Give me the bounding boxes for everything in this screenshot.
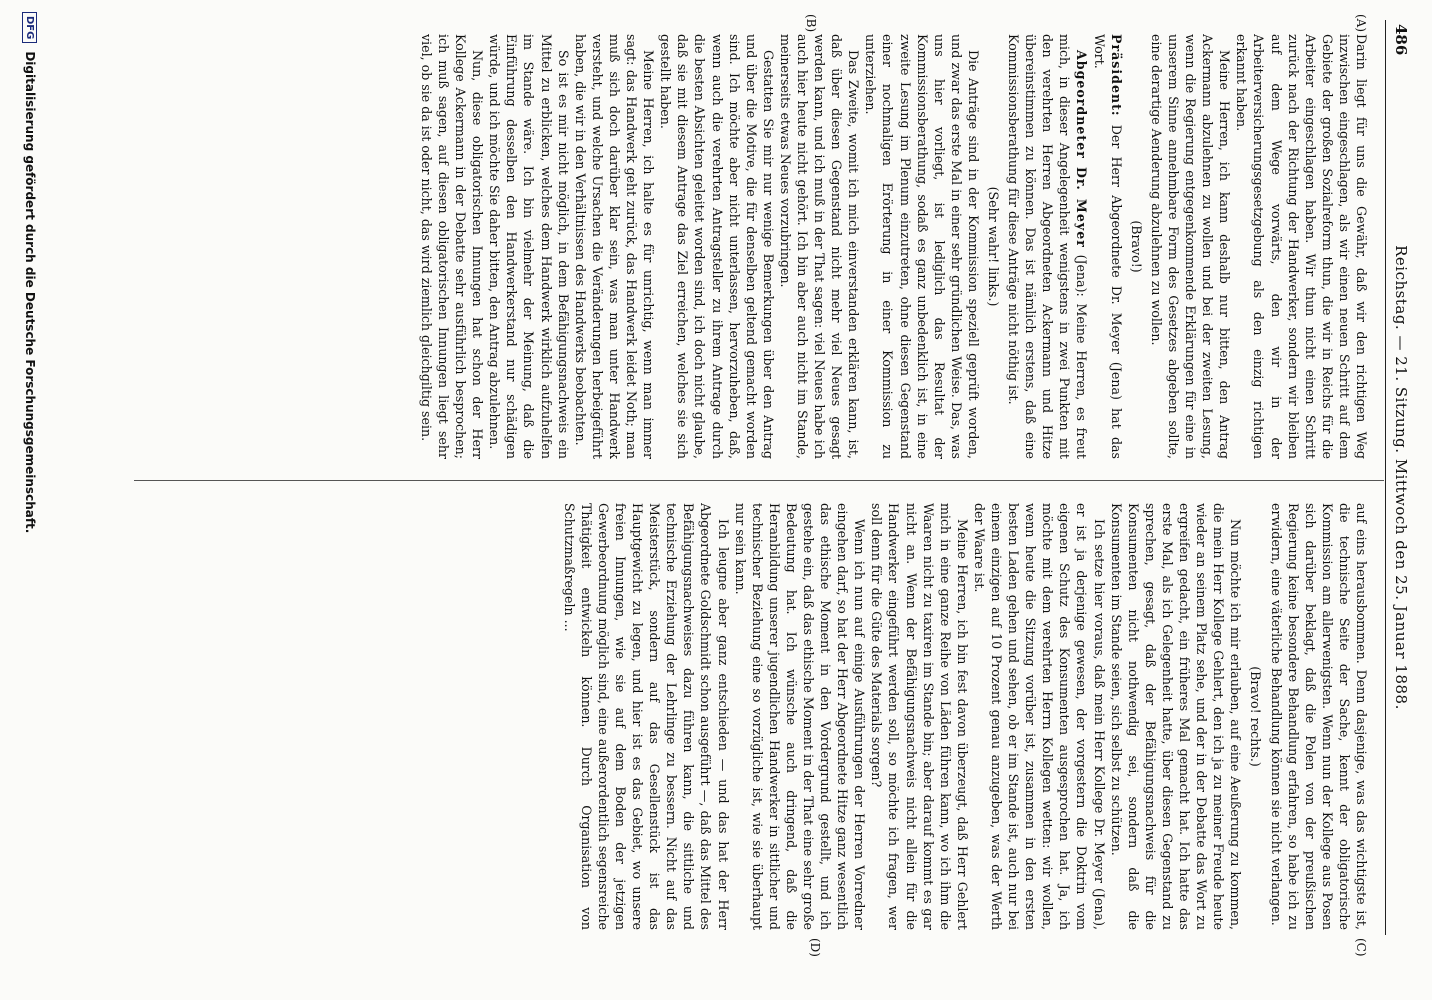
right-column [140,503,1370,930]
paragraph [1091,34,1125,459]
running-title: Reichstag. — 21. Sitzung. Mittwoch den 25. Januar 1888. [1392,245,1410,710]
paragraph-text: Die Anträge sind in der Kommission speziell geprüft worden, und zwar das erste Mal in einer sehr gründlichen Weise. Das, was uns hier vorliegt, ist lediglich das Resultat der Kommissionsberathung, sodaß es ganz unbedenklich ist, in eine zweite Lesung im Plenum einzutreten, ohne diesen Gegenstand einer nochmaligen Erörterung in einer Kommission zu unterziehen. [863,34,981,459]
interjection-text: (Sehr wahr! links.) [986,186,1002,307]
paragraph-text: Gestatten Sie mir nur wenige Bemerkungen über den Antrag und über die Motive, die für denselben geltend gemacht worden sind. Ich möchte aber nicht unterlassen, hervorzuheben, daß, wenn auch die verehrten Antragsteller zu ihrem Antrage durch die besten Absichten geleitet worden sind, ich doch nicht glaube, daß sie mit diesem Antrage das Ziel erreichen, welches sie sich gestellt haben. [658,34,776,459]
paragraph [561,503,732,930]
speaker-name: Abgeordneter Dr. Meyer [1074,50,1090,248]
interjection [1247,503,1264,930]
paragraph-text: So ist es mir nicht möglich, in dem Befähigungsnachweis ein Mittel zu erblicken, welches dem Handwerk wirklich aufzuhelfen im Stande wäre. Ich bin vielmehr der Meinung, daß die Einführung desselben den Handwerkerstand nur schädigen würde, und ich möchte Sie daher bitten, den Antrag abzulehnen. [487,34,571,459]
margin-marker-a: (A) [1354,14,1368,33]
paragraph-text: Das Zweite, womit ich mich einverstanden erklären kann, ist, daß über diesen Gegenstand nicht mehr viel Neues gesagt werden kann, und ich muß in der That sagen: viel Neues habe ich auch hier heute nicht gehört. Ich bin aber auch nicht im Stande, meinerseits etwas Neues vorzubringen. [777,34,862,459]
paragraph [971,503,1108,930]
paragraph-text: auf eins herausbommen. Denn dasjenige, was das wichtigste ist, die technische Seite der Sache, kennt der obligatorische Kommission am allerwenigsten. Wenn nun der Kollege aus Posen sich darüber beklagt, daß die Polen von der preußischen Regierung keine besondere Behandlung erfahren, so habe ich zu erwidern, eine väterliche Behandlung können sie nicht verlangen. [1268,503,1369,930]
page-header [1385,20,1414,935]
paragraph-text: Darin liegt für uns die Gewähr, daß wir den richtigen Weg inzwischen eingeschlagen, als wir einen neuen Schritt auf dem Gebiete der großen Sozialreform thun, die wir in Reichs für die Arbeiter eingeschlagen haben. Wir thun nicht einen Schritt zurück nach der Richtung der Handwerker, sondern wir bleiben auf dem Wege vorwärts, den wir in der Arbeiterversicherungsgesetzgebung als den einzig richtigen erkannt haben. [1234,34,1369,459]
paragraph [486,34,571,459]
interjection [1128,34,1145,459]
interjection [985,34,1002,459]
paragraph [418,34,486,459]
paragraph-text: Der Herr Abgeordnete Dr. Meyer (Jena) hat das Wort. [1091,34,1124,459]
paragraph-text: Meine Herren, ich halte es für unrichtig, wenn man immer sagt: das Handwerk geht zurück, das Handwerk leidet Noth; man muß sich doch darüber klar sein, was man unter Handwerk versteht, und welche Ursachen die Veränderungen herbeigeführt haben, die wir in den Verhältnissen des Handwerks beobachten. [572,34,657,459]
margin-marker-b: (B) [804,14,818,33]
speaker-name: Präsident: [1108,34,1124,117]
paragraph [1148,34,1233,459]
interjection-text: (Bravo!) [1128,220,1144,273]
page-number: 486 [1392,24,1410,56]
paragraph [1005,34,1090,459]
paragraph-text: Ich leugne aber ganz entschieden — und das hat der Herr Abgeordnete Goldschmidt schon ausgeführt —, daß das Mittel des Befähigungsnachweises dazu führen kann, die sittliche und technische Erziehung der Lehrlinge zu bessern. Nicht auf das Meisterstück, sondern auf das Gesellenstück ist das Hauptgewicht zu legen, und hier ist es das Gebiet, wo unsere freien Innungen, wie sie auf dem Boden der jetzigen Gewerbeordnung möglich sind, eine außerordentlich segensreiche Thätigkeit entwickeln können. Durch Organisation von Schutzmaßregeln ... [561,503,731,930]
paragraph [1267,503,1370,930]
paragraph [732,503,869,930]
paragraph [572,34,657,459]
paragraph [868,503,971,930]
dfg-logo: DFG [23,12,38,43]
page-footer [16,0,44,1000]
paragraph-text: Wenn ich nun auf einige Ausführungen der Herren Vorredner eingehen darf, so hat der Herr Abgeordnete Hitze ganz wesentlich das ethische Moment in den Vordergrund gestellt, und ich gestehe ein, daß das ethische Moment in der That eine sehr große Bedeutung hat. Ich wünsche auch dringend, daß die Heranbildung unserer jugendlichen Handwerker in sittlicher und technischer Beziehung eine so vorzügliche ist, wie sie überhaupt nur sein kann. [732,503,868,930]
paragraph [1233,34,1370,459]
paragraph [777,34,862,459]
paragraph-text: Nun, diese obligatorischen Innungen hat schon der Herr Kollege Ackermann in der Debatte sehr ausführlich besprochen; ich muß sagen, auf diesen obligatorischen Innungen liegt sehr viel, ob sie da ist oder nicht, das wird ziemlich gleichgiltig sein. [418,34,486,459]
paragraph-text: Meine Herren, ich kann deshalb nur bitten, den Antrag Ackermann abzulehnen zu wollen und bei der zweiten Lesung, wenn die Regierung entgegenkommende Erklärungen für eine in unserem Sinne annehmbare Form des Gesetzes abgeben sollte, eine derartige Aenderung abzulehnen zu wollen. [1148,34,1233,459]
digitization-credit: Digitalisierung gefördert durch die Deutsche Forschungsgemeinschaft. [23,51,37,534]
column-divider [134,480,1384,481]
paragraph-text: Nun möchte ich mir erlauben, auf eine Aeußerung zu kommen, die mein Herr Kollege Gehlert, den ich ja zu meiner Freude heute wieder an seinem Platz sehe, und der in der Debatte das Wort zu ergreifen gedacht, ein früheres Mal gemacht hat. Ich hatte das erste Mal, als ich Gelegenheit hatte, über diesen Gegenstand zu sprechen, gesagt, daß der Befähigungsnachweis für die Konsumenten nicht nothwendig sei, sondern daß die Konsumenten im Stande seien, sich selbst zu schützen. [1108,503,1244,930]
margin-marker-d: (D) [808,938,822,957]
paragraph-text: (Jena): Meine Herren, es freut mich, in dieser Angelegenheit wenigstens in zwei Punkten mit den verehrten Herren Abgeordneten Ackermann und Hitze übereinstimmen zu können. Das ist nämlich erstens, daß eine Kommissionsberathung für diese Anträge nicht nöthig ist. [1006,34,1090,459]
paragraph [1108,503,1245,930]
left-column [140,34,1370,459]
paragraph-text: Ich setze hier voraus, daß mein Herr Kollege Dr. Meyer (Jena), er ist ja derjenige gewesen, der vorgestern die Doktrin vom eigenen Schutz des Konsumenten ausgesprochen hat. Ja, ich möchte mit dem verehrten Herrn Kollegen wetten: wir wollen, wenn heute die Sitzung vorüber ist, zusammen in den ersten besten Laden gehen und sehen, ob er im Stande ist, auch nur bei einem einzigen auf 10 Prozent genau anzugeben, was der Werth der Waare ist. [971,503,1107,930]
paragraph-text: Meine Herren, ich bin fest davon überzeugt, daß Herr Gehlert mich in eine ganze Reihe von Läden führen kann, wo ich ihm die Waaren nicht zu taxiren im Stande bin; aber darauf kommt es gar nicht an. Wenn der Befähigungsnachweis nicht allein für die Handwerker eingeführt werden soll, so möchte ich fragen, wer soll denn für die Güte des Materials sorgen? [869,503,970,930]
paragraph [862,34,982,459]
interjection-text: (Bravo! rechts.) [1248,666,1264,767]
margin-marker-c: (C) [1354,938,1368,957]
paragraph [657,34,777,459]
